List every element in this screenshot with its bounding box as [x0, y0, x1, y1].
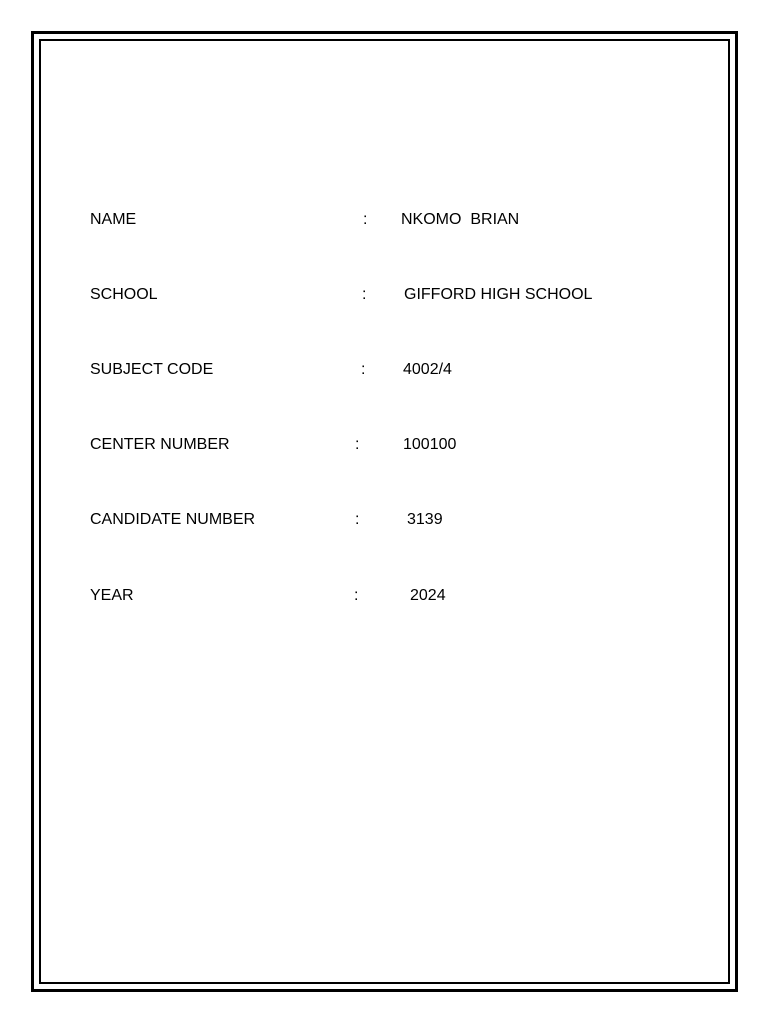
subject-code-row — [0, 358, 768, 382]
subject-code-label: SUBJECT CODE — [90, 361, 214, 378]
school-label: SCHOOL — [90, 286, 158, 303]
candidate-number-separator: : — [355, 511, 360, 528]
center-number-value: 100100 — [403, 436, 457, 453]
school-separator: : — [362, 286, 367, 303]
center-number-row — [0, 433, 768, 457]
subject-code-separator: : — [361, 361, 366, 378]
candidate-number-value: 3139 — [407, 511, 443, 528]
year-label: YEAR — [90, 587, 134, 604]
school-value: GIFFORD HIGH SCHOOL — [404, 286, 593, 303]
name-row — [0, 208, 768, 232]
name-separator: : — [363, 211, 368, 228]
year-value: 2024 — [410, 587, 446, 604]
name-label: NAME — [90, 211, 137, 228]
year-row — [0, 584, 768, 608]
candidate-number-label: CANDIDATE NUMBER — [90, 511, 256, 528]
year-separator: : — [354, 587, 359, 604]
candidate-number-row — [0, 508, 768, 532]
school-row — [0, 283, 768, 307]
center-number-separator: : — [355, 436, 360, 453]
subject-code-value: 4002/4 — [403, 361, 452, 378]
name-value: NKOMO BRIAN — [401, 211, 520, 228]
center-number-label: CENTER NUMBER — [90, 436, 230, 453]
